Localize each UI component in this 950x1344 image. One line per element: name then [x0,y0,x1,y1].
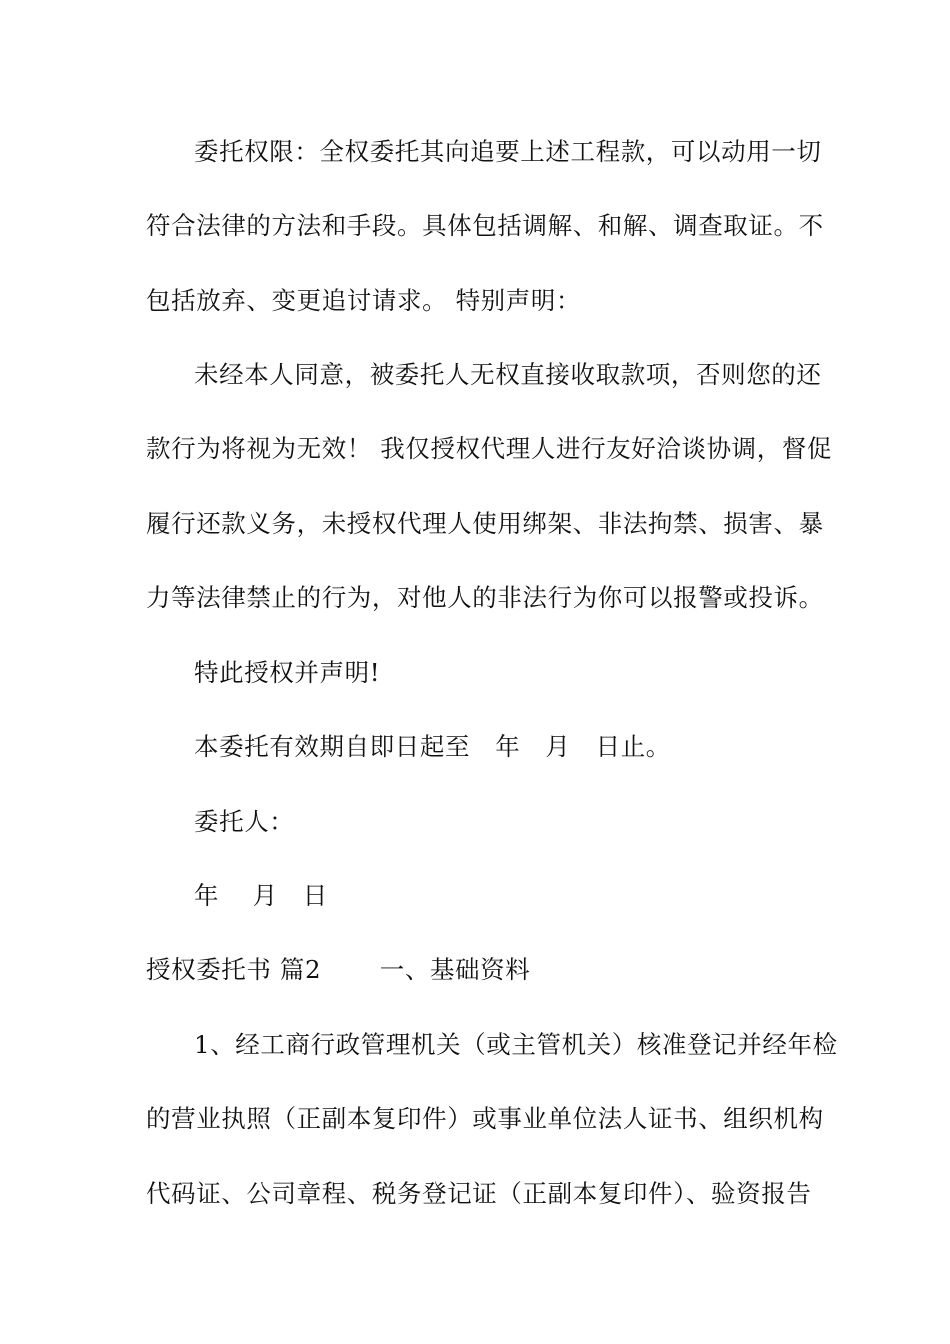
paragraph-line: 履行还款义务，未授权代理人使用绑架、非法拘禁、损害、暴 [146,509,824,538]
paragraph-line: 的营业执照（正副本复印件）或事业单位法人证书、组织机构 [146,1104,824,1133]
paragraph-line: 符合法律的方法和手段。具体包括调解、和解、调查取证。不 [146,211,824,240]
paragraph-line: 本委托有效期自即日起至 年 月 日止。 [194,732,671,761]
paragraph-line: 特此授权并声明! [194,658,381,687]
paragraph-line: 委托权限：全权委托其向追要上述工程款，可以动用一切 [194,137,822,166]
section-heading: 授权委托书 篇2 一、基础资料 [146,955,531,984]
paragraph-line: 代码证、公司章程、税务登记证（正副本复印件）、验资报告 [146,1179,812,1208]
paragraph-line: 未经本人同意，被委托人无权直接收取款项，否则您的还 [194,360,822,389]
paragraph-line: 力等法律禁止的行为，对他人的非法行为你可以报警或投诉。 [146,583,824,612]
signature-label: 委托人： [194,807,295,836]
paragraph-line: 1、经工商行政管理机关（或主管机关）核准登记并经年检 [194,1030,838,1059]
paragraph-line: 包括放弃、变更追讨请求。 特别声明： [146,286,582,315]
paragraph-line: 款行为将视为无效！ 我仅授权代理人进行友好洽谈协调，督促 [146,434,833,463]
date-line: 年 月 日 [194,881,328,910]
